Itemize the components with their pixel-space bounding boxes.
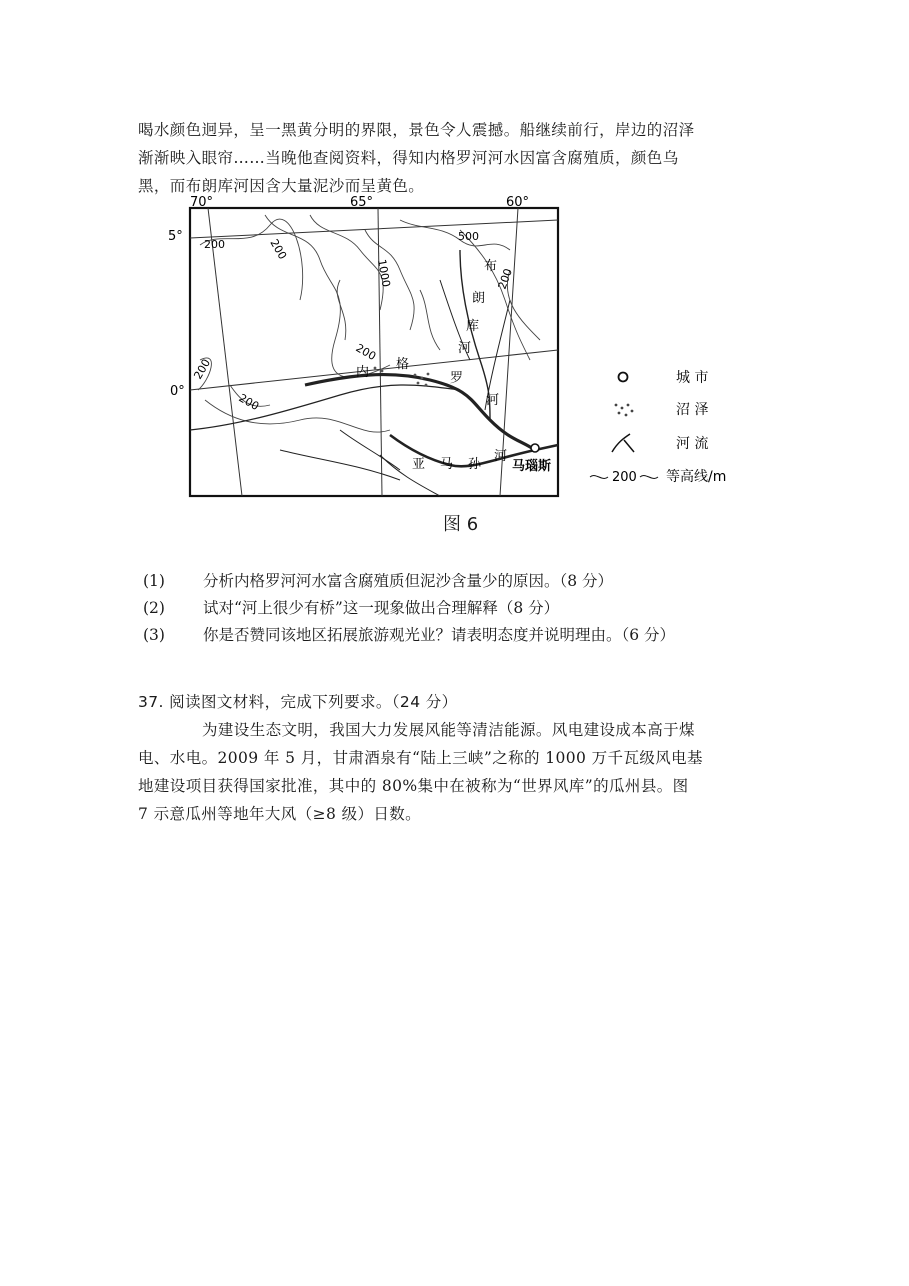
river-label-branco: 朗 [472, 291, 486, 306]
longitude-label: 65° [350, 195, 374, 210]
question-text: 你是否赞同该地区拓展旅游观光业？请表明态度并说明理由。（6 分） [203, 626, 676, 644]
latitude-label: 0° [170, 384, 185, 399]
intro-line: 渐渐映入眼帘……当晚他查阅资料，得知内格罗河河水因富含腐殖质，颜色乌 [138, 149, 679, 167]
question-number: (2) [143, 599, 165, 617]
river-label-branco: 布 [484, 259, 498, 274]
question-list [143, 568, 675, 649]
city-label-manaus: 马瑙斯 [512, 459, 552, 474]
latitude-label: 5° [168, 229, 183, 244]
legend-label: 等高线/m [666, 469, 727, 485]
contour-value: 200 [353, 341, 379, 364]
river-label-amazon: 孙 [468, 457, 482, 472]
intro-line: 黑，而布朗库河因含大量泥沙而呈黄色。 [138, 177, 425, 195]
contour-value: 500 [458, 230, 479, 243]
river-icon [612, 434, 634, 452]
question-number: (1) [143, 572, 165, 590]
longitude-label: 60° [506, 195, 530, 210]
contour-value: 200 [495, 266, 516, 292]
legend-label: 沼 泽 [676, 402, 709, 418]
river-label-branco: 河 [458, 341, 472, 356]
question-item [143, 568, 675, 595]
river-label-amazon: 亚 [412, 457, 426, 472]
intro-paragraph [138, 116, 778, 200]
river-label-amazon: 马 [440, 457, 454, 472]
swamp-icon [615, 404, 634, 417]
question-37-line: 电、水电。2009 年 5 月，甘肃酒泉有“陆上三峡”之称的 1000 万千瓦级风电基 [138, 749, 703, 767]
river-label-branco: 库 [466, 319, 480, 334]
figure-6-map [160, 190, 770, 550]
river-label-negro: 河 [486, 393, 500, 408]
legend-contour-value: 200 [612, 470, 637, 485]
contour-value: 200 [267, 237, 290, 262]
question-number: (3) [143, 626, 165, 644]
contour-value: 200 [191, 356, 214, 382]
question-37-line: 7 示意瓜州等地年大风（≥8 级）日数。 [138, 805, 422, 823]
contour-value: 200 [236, 391, 262, 414]
contour-icon [590, 470, 658, 485]
legend-label: 河 流 [676, 436, 709, 452]
contour-value: 200 [204, 238, 225, 251]
figure-caption: 图 6 [443, 514, 479, 535]
question-text: 试对“河上很少有桥”这一现象做出合理解释（8 分） [203, 599, 560, 617]
question-37-title: 37. 阅读图文材料，完成下列要求。（24 分） [138, 693, 458, 711]
river-label-negro: 格 [396, 357, 410, 372]
question-37-line: 地建设项目获得国家批准，其中的 80%集中在被称为“世界风库”的瓜州县。图 [138, 777, 689, 795]
river-label-amazon: 河 [494, 449, 508, 464]
city-manaus-marker [531, 444, 539, 452]
city-icon [619, 373, 628, 382]
question-text: 分析内格罗河河水富含腐殖质但泥沙含量少的原因。（8 分） [203, 572, 614, 590]
question-37-line: 为建设生态文明，我国大力发展风能等清洁能源。风电建设成本高于煤 [202, 721, 695, 739]
river-label-negro: 罗 [450, 371, 464, 386]
question-item [143, 622, 675, 649]
map-legend [590, 370, 726, 485]
river-label-negro: 内 [356, 365, 370, 380]
map-svg [160, 190, 770, 550]
question-37 [138, 688, 778, 828]
legend-label: 城 市 [676, 370, 709, 386]
intro-line: 喝水颜色迥异，呈一黑黄分明的界限，景色令人震撼。船继续前行，岸边的沼泽 [138, 121, 695, 139]
contour-value: 1000 [375, 258, 393, 289]
question-item [143, 595, 675, 622]
longitude-label: 70° [190, 195, 214, 210]
